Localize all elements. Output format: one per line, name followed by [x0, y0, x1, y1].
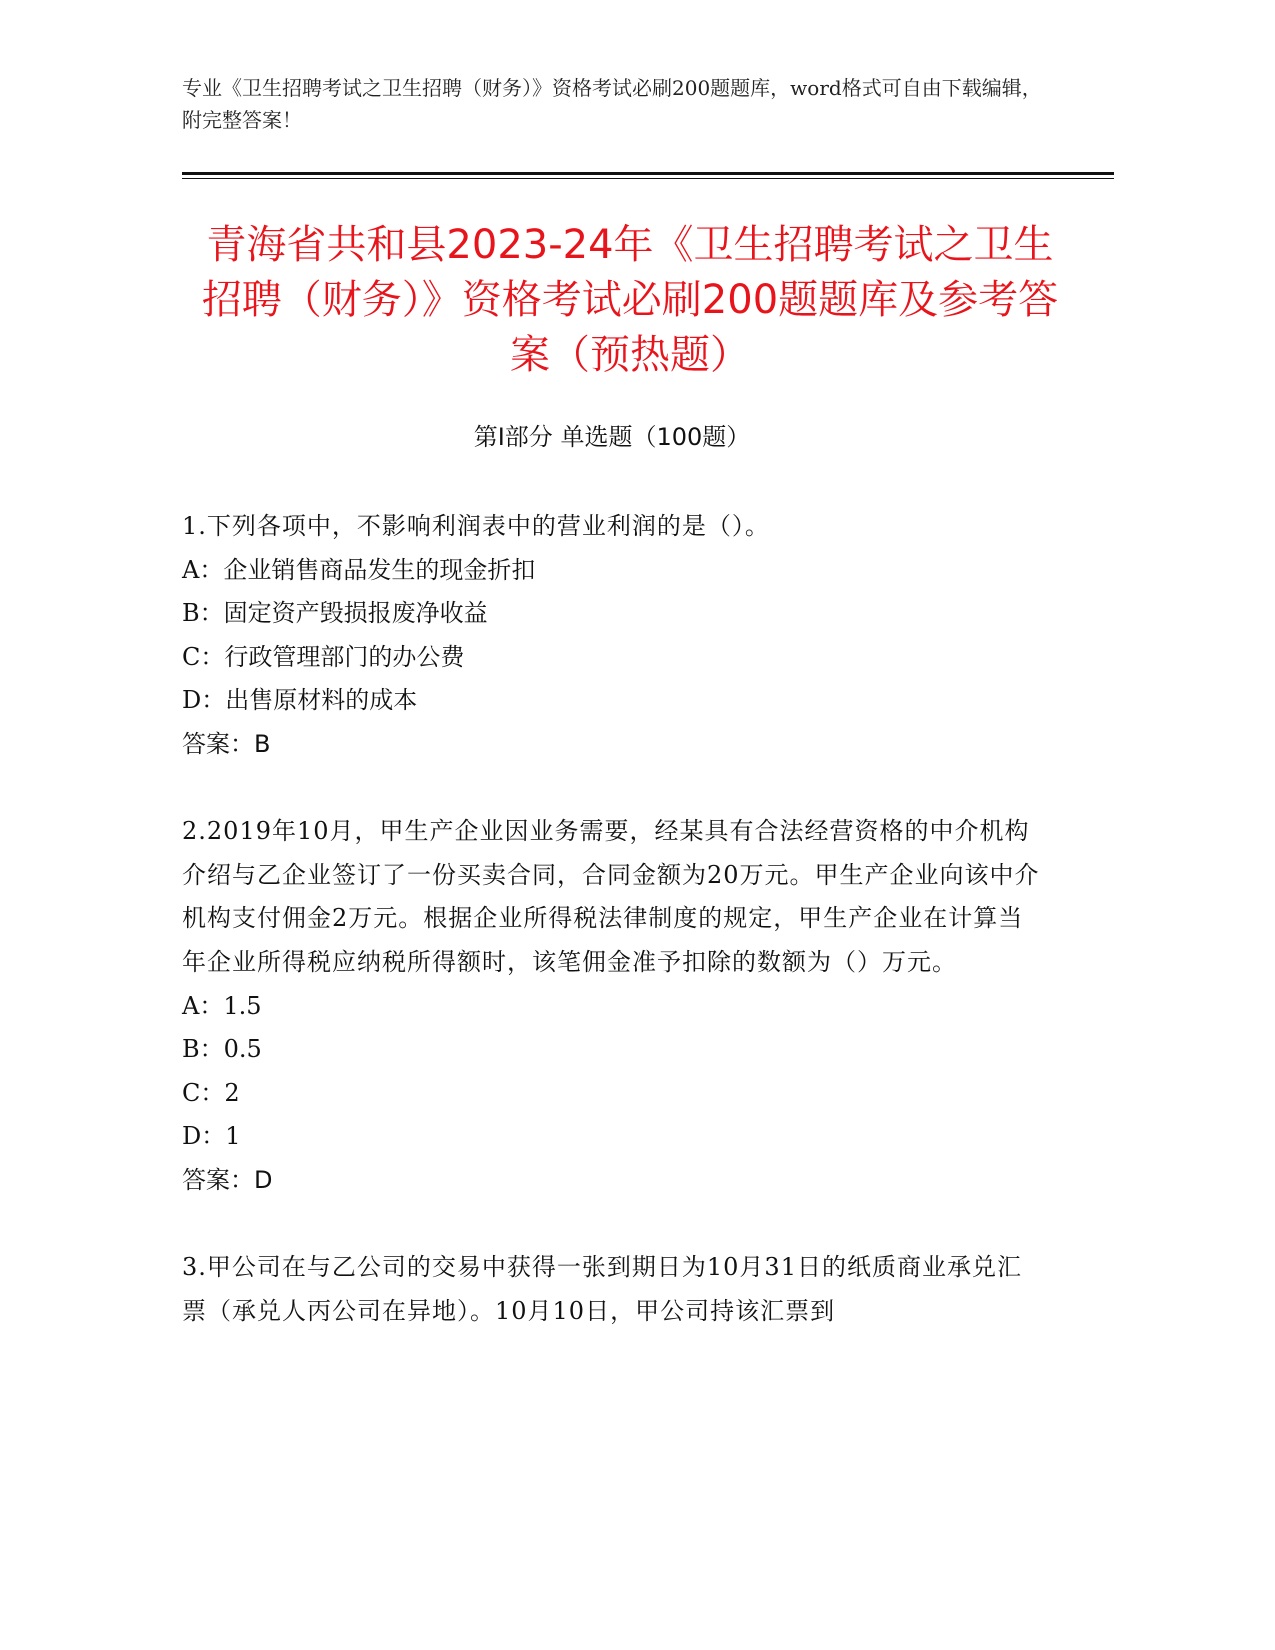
header-note: 专业《卫生招聘考试之卫生招聘（财务）》资格考试必刷200题题库，word格式可自由下载编辑，附完整答案！ [182, 76, 1042, 132]
answer-text: 答案：B [182, 729, 271, 758]
question-text: 1.下列各项中，不影响利润表中的营业利润的是（）。 [182, 512, 770, 540]
question-1 [182, 505, 1044, 767]
header-divider-thick [182, 172, 1114, 175]
option-c: C：行政管理部门的办公费 [182, 642, 465, 671]
answer-text: 答案：D [182, 1165, 273, 1194]
question-3 [182, 1246, 1044, 1333]
option-b: B：0.5 [182, 1035, 262, 1064]
option-c: C：2 [182, 1078, 240, 1107]
document-title: 青海省共和县2023-24年《卫生招聘考试之卫生招聘（财务）》资格考试必刷200题题库及参考答案（预热题） [201, 222, 1059, 378]
header-divider-thin [182, 178, 1114, 179]
option-d: D：1 [182, 1122, 241, 1151]
section-title: 第Ⅰ部分 单选题（100题） [473, 423, 751, 451]
question-list [182, 505, 1044, 1377]
option-a: A：企业销售商品发生的现金折扣 [182, 555, 536, 584]
question-2 [182, 810, 1044, 1202]
question-text: 2.2019年10月，甲生产企业因业务需要，经某具有合法经营资格的中介机构介绍与乙企业签订了一份买卖合同，合同金额为20万元。甲生产企业向该中介机构支付佣金2万元。根据企业所得税法律制度的规定，甲生产企业在计算当年企业所得税应纳税所得额时，该笔佣金准予扣除的数额为（）万元。 [182, 817, 1040, 976]
option-a: A：1.5 [182, 991, 262, 1020]
option-b: B：固定资产毁损报废净收益 [182, 599, 488, 628]
question-text: 3.甲公司在与乙公司的交易中获得一张到期日为10月31日的纸质商业承兑汇票（承兑人丙公司在异地）。10月10日，甲公司持该汇票到 [182, 1253, 1022, 1325]
option-d: D：出售原材料的成本 [182, 686, 418, 715]
